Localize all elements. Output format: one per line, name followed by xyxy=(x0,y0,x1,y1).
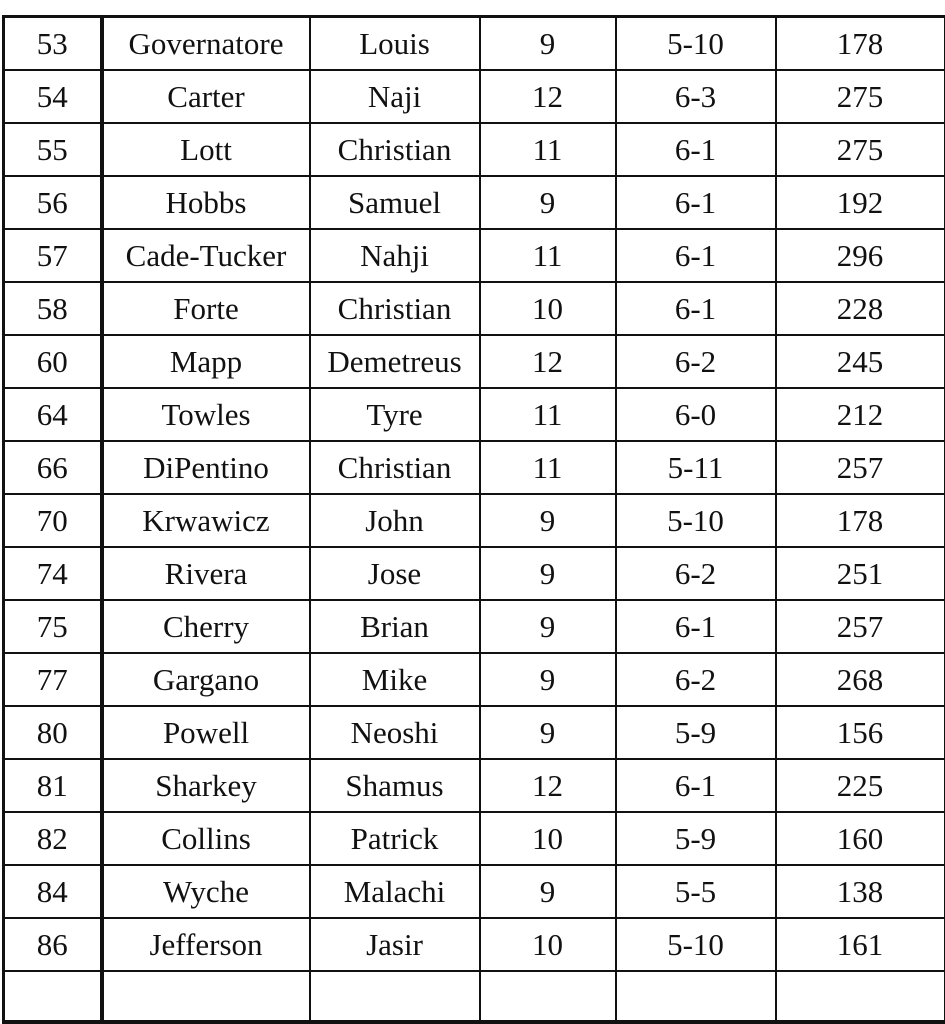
last-name-cell: Jefferson xyxy=(102,918,310,971)
table-row xyxy=(4,547,945,600)
weight-cell: 268 xyxy=(776,653,945,706)
first-name-cell: Malachi xyxy=(310,865,480,918)
first-name-cell: Shamus xyxy=(310,759,480,812)
weight-cell: 251 xyxy=(776,547,945,600)
table-row xyxy=(4,865,945,918)
first-name-cell: Christian xyxy=(310,441,480,494)
weight-cell: 225 xyxy=(776,759,945,812)
roster-table xyxy=(2,15,945,1024)
first-name-cell: Christian xyxy=(310,282,480,335)
first-name-cell: Jose xyxy=(310,547,480,600)
table-row xyxy=(4,653,945,706)
weight-cell: 161 xyxy=(776,918,945,971)
last-name-cell: Cade-Tucker xyxy=(102,229,310,282)
grade-cell: 9 xyxy=(480,176,616,229)
jersey-number-cell: 70 xyxy=(4,494,102,547)
jersey-number-cell: 53 xyxy=(4,17,102,71)
first-name-cell: Patrick xyxy=(310,812,480,865)
weight-cell: 212 xyxy=(776,388,945,441)
table-row xyxy=(4,918,945,971)
height-cell: 5-5 xyxy=(616,865,776,918)
height-cell: 6-2 xyxy=(616,547,776,600)
jersey-number-cell: 77 xyxy=(4,653,102,706)
grade-cell: 11 xyxy=(480,388,616,441)
height-cell: 6-1 xyxy=(616,123,776,176)
table-row xyxy=(4,335,945,388)
height-cell: 5-10 xyxy=(616,918,776,971)
grade-cell: 10 xyxy=(480,812,616,865)
weight-cell: 156 xyxy=(776,706,945,759)
first-name-cell: Christian xyxy=(310,123,480,176)
jersey-number-cell: 86 xyxy=(4,918,102,971)
table-row xyxy=(4,70,945,123)
first-name-cell: Neoshi xyxy=(310,706,480,759)
weight-cell: 275 xyxy=(776,123,945,176)
last-name-cell: DiPentino xyxy=(102,441,310,494)
weight-cell: 160 xyxy=(776,812,945,865)
jersey-number-cell: 75 xyxy=(4,600,102,653)
table-row xyxy=(4,971,945,1022)
last-name-cell: Lott xyxy=(102,123,310,176)
height-cell xyxy=(616,971,776,1022)
first-name-cell: Nahji xyxy=(310,229,480,282)
jersey-number-cell: 56 xyxy=(4,176,102,229)
grade-cell: 9 xyxy=(480,547,616,600)
weight-cell: 192 xyxy=(776,176,945,229)
roster-table-body xyxy=(4,17,945,1023)
height-cell: 6-0 xyxy=(616,388,776,441)
weight-cell: 296 xyxy=(776,229,945,282)
first-name-cell: Tyre xyxy=(310,388,480,441)
height-cell: 6-3 xyxy=(616,70,776,123)
height-cell: 5-9 xyxy=(616,706,776,759)
first-name-cell: Brian xyxy=(310,600,480,653)
height-cell: 6-1 xyxy=(616,600,776,653)
grade-cell: 12 xyxy=(480,70,616,123)
last-name-cell: Mapp xyxy=(102,335,310,388)
table-row xyxy=(4,441,945,494)
table-row xyxy=(4,706,945,759)
grade-cell: 11 xyxy=(480,441,616,494)
height-cell: 6-2 xyxy=(616,653,776,706)
table-row xyxy=(4,17,945,71)
grade-cell: 9 xyxy=(480,653,616,706)
last-name-cell: Rivera xyxy=(102,547,310,600)
height-cell: 6-1 xyxy=(616,176,776,229)
jersey-number-cell: 84 xyxy=(4,865,102,918)
table-row xyxy=(4,176,945,229)
first-name-cell: Jasir xyxy=(310,918,480,971)
jersey-number-cell: 80 xyxy=(4,706,102,759)
height-cell: 6-1 xyxy=(616,759,776,812)
weight-cell xyxy=(776,971,945,1022)
weight-cell: 275 xyxy=(776,70,945,123)
weight-cell: 178 xyxy=(776,494,945,547)
table-row xyxy=(4,812,945,865)
jersey-number-cell: 57 xyxy=(4,229,102,282)
height-cell: 5-9 xyxy=(616,812,776,865)
weight-cell: 257 xyxy=(776,600,945,653)
jersey-number-cell: 81 xyxy=(4,759,102,812)
table-row xyxy=(4,229,945,282)
table-row xyxy=(4,123,945,176)
first-name-cell: Demetreus xyxy=(310,335,480,388)
grade-cell xyxy=(480,971,616,1022)
height-cell: 6-1 xyxy=(616,229,776,282)
grade-cell: 11 xyxy=(480,123,616,176)
weight-cell: 178 xyxy=(776,17,945,71)
table-row xyxy=(4,600,945,653)
weight-cell: 228 xyxy=(776,282,945,335)
height-cell: 5-10 xyxy=(616,17,776,71)
jersey-number-cell: 82 xyxy=(4,812,102,865)
table-row xyxy=(4,494,945,547)
jersey-number-cell: 55 xyxy=(4,123,102,176)
weight-cell: 138 xyxy=(776,865,945,918)
grade-cell: 10 xyxy=(480,918,616,971)
height-cell: 6-1 xyxy=(616,282,776,335)
weight-cell: 245 xyxy=(776,335,945,388)
last-name-cell: Forte xyxy=(102,282,310,335)
last-name-cell: Cherry xyxy=(102,600,310,653)
jersey-number-cell: 54 xyxy=(4,70,102,123)
jersey-number-cell xyxy=(4,971,102,1022)
jersey-number-cell: 60 xyxy=(4,335,102,388)
last-name-cell: Wyche xyxy=(102,865,310,918)
last-name-cell: Collins xyxy=(102,812,310,865)
grade-cell: 9 xyxy=(480,706,616,759)
last-name-cell: Hobbs xyxy=(102,176,310,229)
first-name-cell: Louis xyxy=(310,17,480,71)
grade-cell: 9 xyxy=(480,494,616,547)
grade-cell: 10 xyxy=(480,282,616,335)
grade-cell: 9 xyxy=(480,17,616,71)
jersey-number-cell: 58 xyxy=(4,282,102,335)
last-name-cell: Sharkey xyxy=(102,759,310,812)
first-name-cell xyxy=(310,971,480,1022)
last-name-cell: Carter xyxy=(102,70,310,123)
last-name-cell xyxy=(102,971,310,1022)
height-cell: 6-2 xyxy=(616,335,776,388)
last-name-cell: Krwawicz xyxy=(102,494,310,547)
height-cell: 5-10 xyxy=(616,494,776,547)
grade-cell: 9 xyxy=(480,600,616,653)
last-name-cell: Governatore xyxy=(102,17,310,71)
height-cell: 5-11 xyxy=(616,441,776,494)
last-name-cell: Powell xyxy=(102,706,310,759)
first-name-cell: Naji xyxy=(310,70,480,123)
jersey-number-cell: 74 xyxy=(4,547,102,600)
last-name-cell: Towles xyxy=(102,388,310,441)
jersey-number-cell: 66 xyxy=(4,441,102,494)
first-name-cell: John xyxy=(310,494,480,547)
jersey-number-cell: 64 xyxy=(4,388,102,441)
table-row xyxy=(4,282,945,335)
table-row xyxy=(4,759,945,812)
grade-cell: 12 xyxy=(480,759,616,812)
table-row xyxy=(4,388,945,441)
first-name-cell: Mike xyxy=(310,653,480,706)
first-name-cell: Samuel xyxy=(310,176,480,229)
grade-cell: 9 xyxy=(480,865,616,918)
grade-cell: 11 xyxy=(480,229,616,282)
weight-cell: 257 xyxy=(776,441,945,494)
last-name-cell: Gargano xyxy=(102,653,310,706)
grade-cell: 12 xyxy=(480,335,616,388)
